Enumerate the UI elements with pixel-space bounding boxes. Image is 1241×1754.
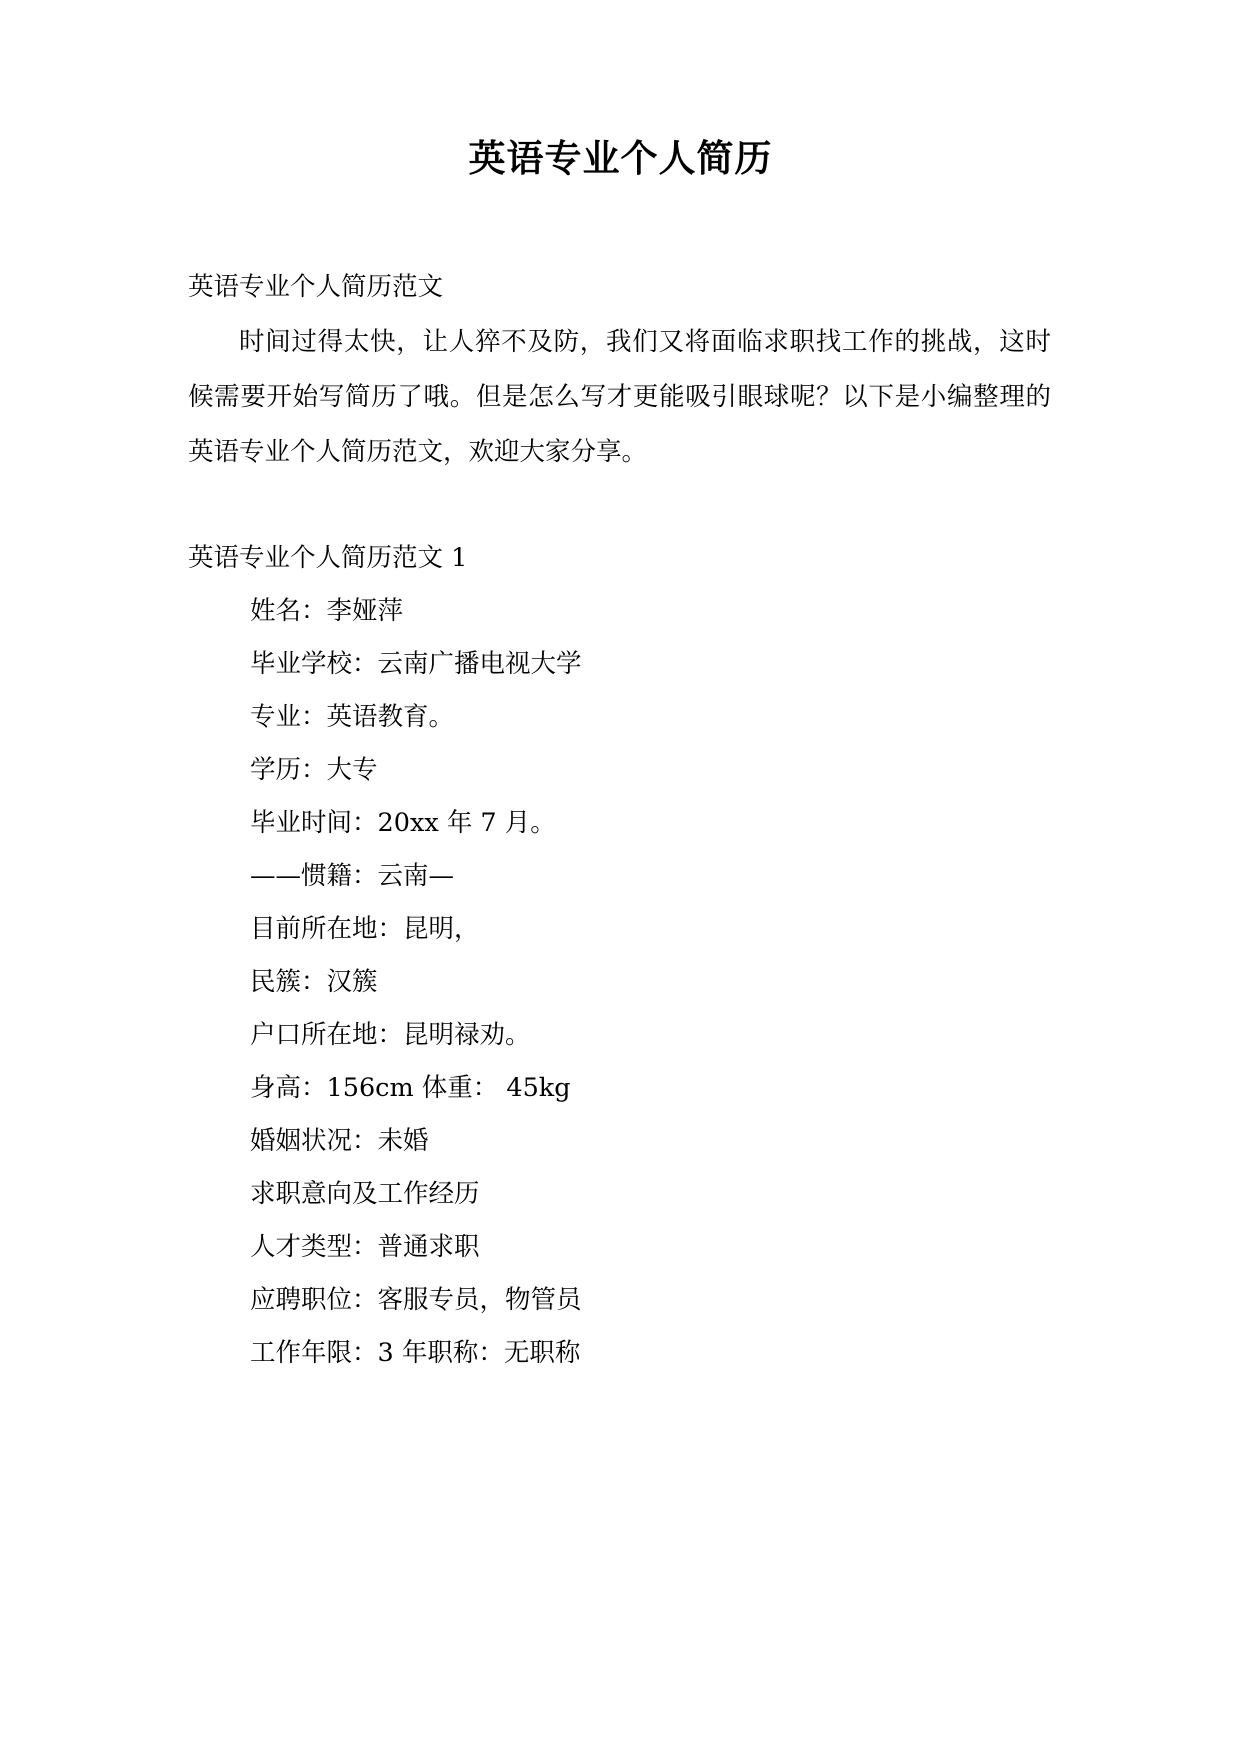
resume-field-current-location: 目前所在地：昆明， xyxy=(250,914,480,945)
resume-field-hometown: ——惯籍：云南— xyxy=(250,861,455,892)
resume-field-name: 姓名：李娅萍 xyxy=(250,596,404,627)
paragraph-spacer xyxy=(188,480,1051,532)
resume-subsection-job-intention: 求职意向及工作经历 xyxy=(250,1179,480,1210)
resume-field-registered-residence: 户口所在地：昆明禄劝。 xyxy=(250,1020,531,1051)
resume-field-graduation-date: 毕业时间：20xx 年 7 月。 xyxy=(250,808,556,839)
intro-paragraph: 时间过得太快，让人猝不及防，我们又将面临求职找工作的挑战，这时候需要开始写简历了哦。但是怎么写才更能吸引眼球呢？以下是小编整理的英语专业个人简历范文，欢迎大家分享。 xyxy=(188,327,1051,468)
page-title: 英语专业个人简历 xyxy=(468,136,773,180)
resume-field-major: 专业：英语教育。 xyxy=(250,702,455,733)
resume-field-marital-status: 婚姻状况：未婚 xyxy=(250,1126,429,1157)
resume-field-school: 毕业学校：云南广播电视大学 xyxy=(250,649,582,680)
resume-field-applied-position: 应聘职位：客服专员，物管员 xyxy=(250,1285,582,1316)
resume-field-talent-type: 人才类型：普通求职 xyxy=(250,1232,480,1263)
resume-field-height-weight: 身高：156cm 体重： 45kg xyxy=(250,1073,571,1104)
resume-field-work-years: 工作年限：3 年职称：无职称 xyxy=(250,1338,581,1369)
resume-field-education: 学历：大专 xyxy=(250,755,378,786)
document-subtitle: 英语专业个人简历范文 xyxy=(188,272,444,303)
document-body xyxy=(0,260,1241,1380)
resume-field-ethnicity: 民簇：汉簇 xyxy=(250,967,378,998)
section-heading: 英语专业个人简历范文 1 xyxy=(188,543,468,574)
